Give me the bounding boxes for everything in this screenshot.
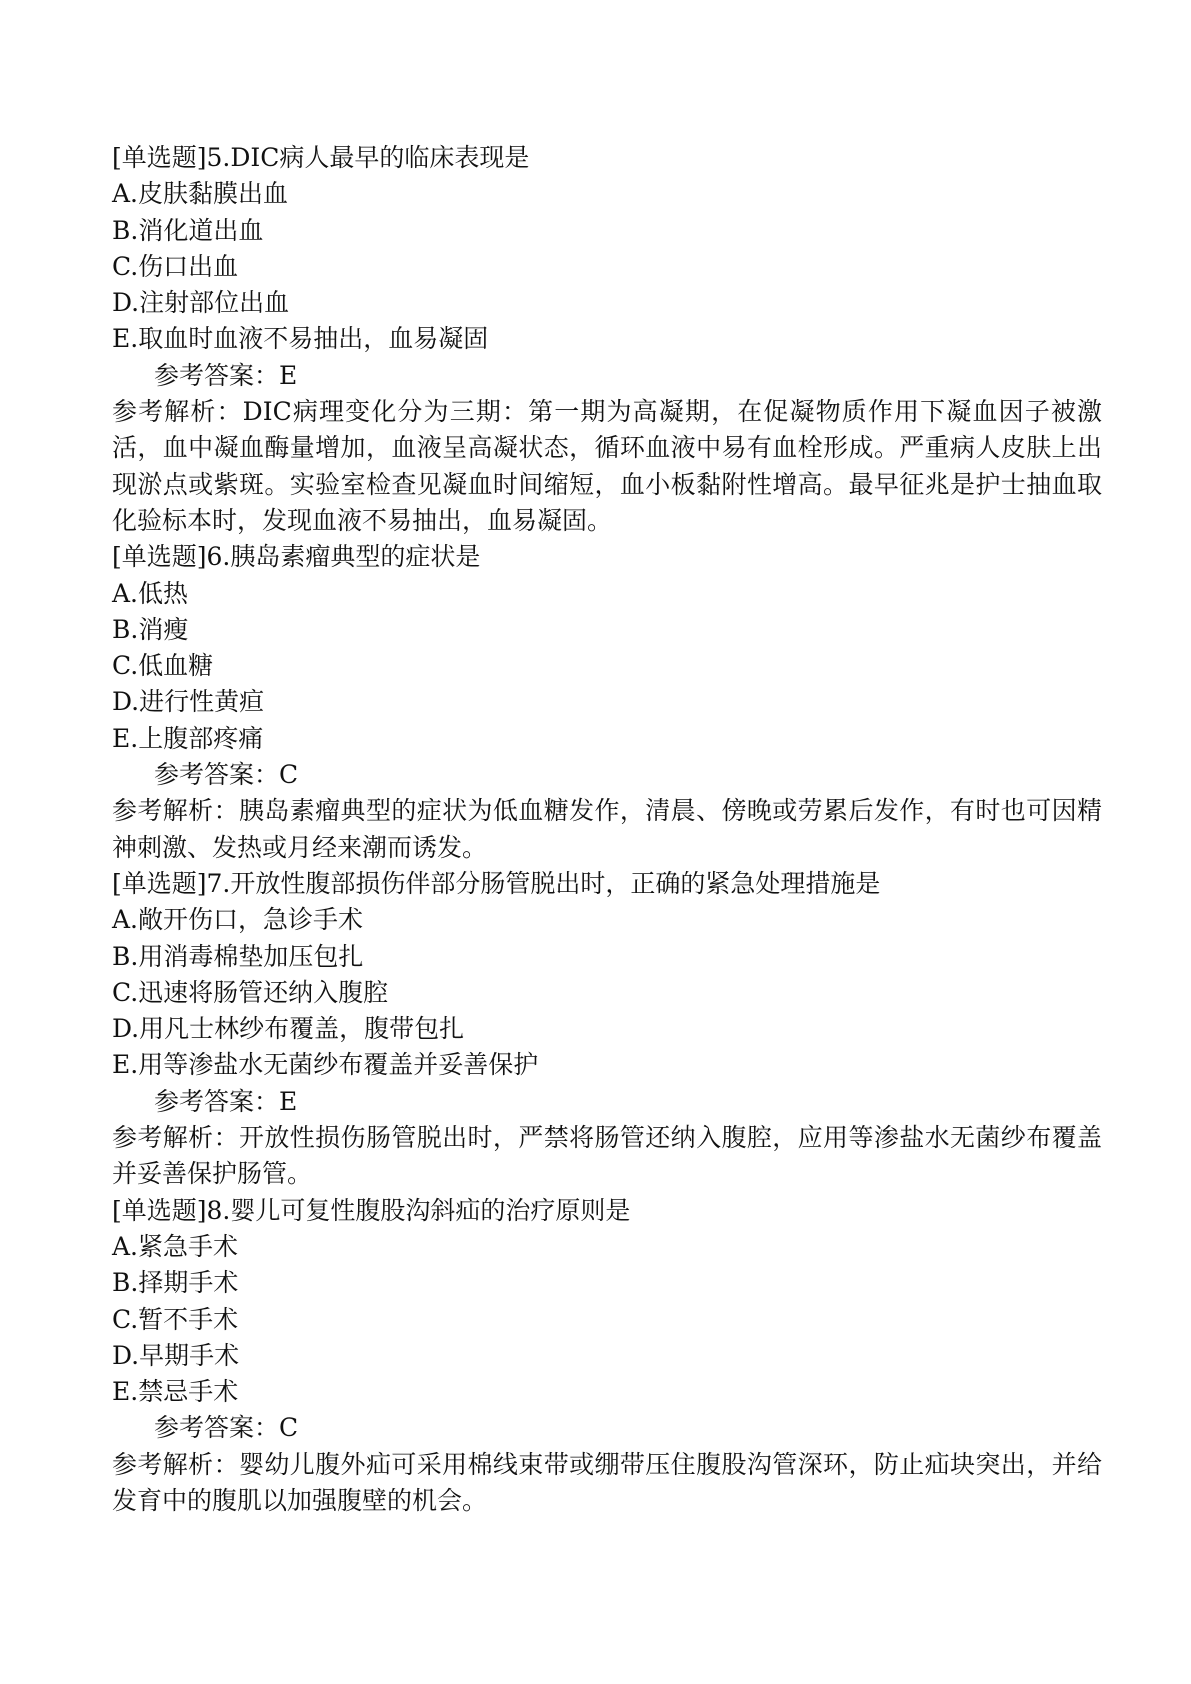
reference-answer: 参考答案：C — [154, 1413, 299, 1443]
option-b: B.用消毒棉垫加压包扎 — [112, 941, 364, 971]
question-block — [112, 539, 1102, 866]
question-stem: [单选题]8.婴儿可复性腹股沟斜疝的治疗原则是 — [112, 1195, 631, 1225]
question-stem: [单选题]5.DIC病人最早的临床表现是 — [112, 143, 530, 172]
option-a: A.皮肤黏膜出血 — [112, 179, 289, 209]
option-a: A.紧急手术 — [112, 1231, 239, 1261]
reference-answer: 参考答案：E — [154, 1086, 298, 1116]
option-c: C.迅速将肠管还纳入腹腔 — [112, 977, 389, 1007]
option-b: B.消瘦 — [112, 614, 189, 644]
reference-analysis: 参考解析：胰岛素瘤典型的症状为低血糖发作，清晨、傍晚或劳累后发作，有时也可因精神刺激、发热或月经来潮而诱发。 — [112, 796, 1102, 862]
option-d: D.用凡士林纱布覆盖，腹带包扎 — [112, 1014, 465, 1044]
question-block — [112, 1193, 1102, 1520]
option-e: E.取血时血液不易抽出，血易凝固 — [112, 324, 489, 354]
option-c: C.低血糖 — [112, 651, 214, 681]
question-stem: [单选题]7.开放性腹部损伤伴部分肠管脱出时，正确的紧急处理措施是 — [112, 868, 881, 898]
reference-analysis: 参考解析：开放性损伤肠管脱出时，严禁将肠管还纳入腹腔，应用等渗盐水无菌纱布覆盖并妥善保护肠管。 — [112, 1123, 1102, 1189]
question-stem: [单选题]6.胰岛素瘤典型的症状是 — [112, 542, 481, 572]
option-d: D.注射部位出血 — [112, 288, 290, 318]
document-body — [112, 140, 1102, 1519]
option-a: A.敞开伤口，急诊手术 — [112, 905, 364, 935]
option-b: B.择期手术 — [112, 1268, 239, 1298]
option-d: D.早期手术 — [112, 1340, 240, 1370]
reference-analysis: 参考解析：DIC病理变化分为三期：第一期为高凝期，在促凝物质作用下凝血因子被激活，血中凝血酶量增加，血液呈高凝状态，循环血液中易有血栓形成。严重病人皮肤上出现淤点或紫斑。实验室检查见凝血时间缩短，血小板黏附性增高。最早征兆是护士抽血取化验标本时，发现血液不易抽出，血易凝固。 — [112, 397, 1102, 535]
option-b: B.消化道出血 — [112, 215, 264, 245]
option-e: E.用等渗盐水无菌纱布覆盖并妥善保护 — [112, 1050, 539, 1080]
option-e: E.上腹部疼痛 — [112, 723, 264, 753]
option-d: D.进行性黄疸 — [112, 687, 265, 717]
option-c: C.伤口出血 — [112, 251, 239, 281]
option-c: C.暂不手术 — [112, 1304, 239, 1334]
question-block — [112, 866, 1102, 1193]
reference-analysis: 参考解析：婴幼儿腹外疝可采用棉线束带或绷带压住腹股沟管深环，防止疝块突出，并给发育中的腹肌以加强腹壁的机会。 — [112, 1449, 1102, 1515]
reference-answer: 参考答案：E — [154, 360, 298, 390]
option-e: E.禁忌手术 — [112, 1377, 239, 1407]
reference-answer: 参考答案：C — [154, 760, 299, 790]
option-a: A.低热 — [112, 578, 189, 608]
question-block — [112, 140, 1102, 539]
